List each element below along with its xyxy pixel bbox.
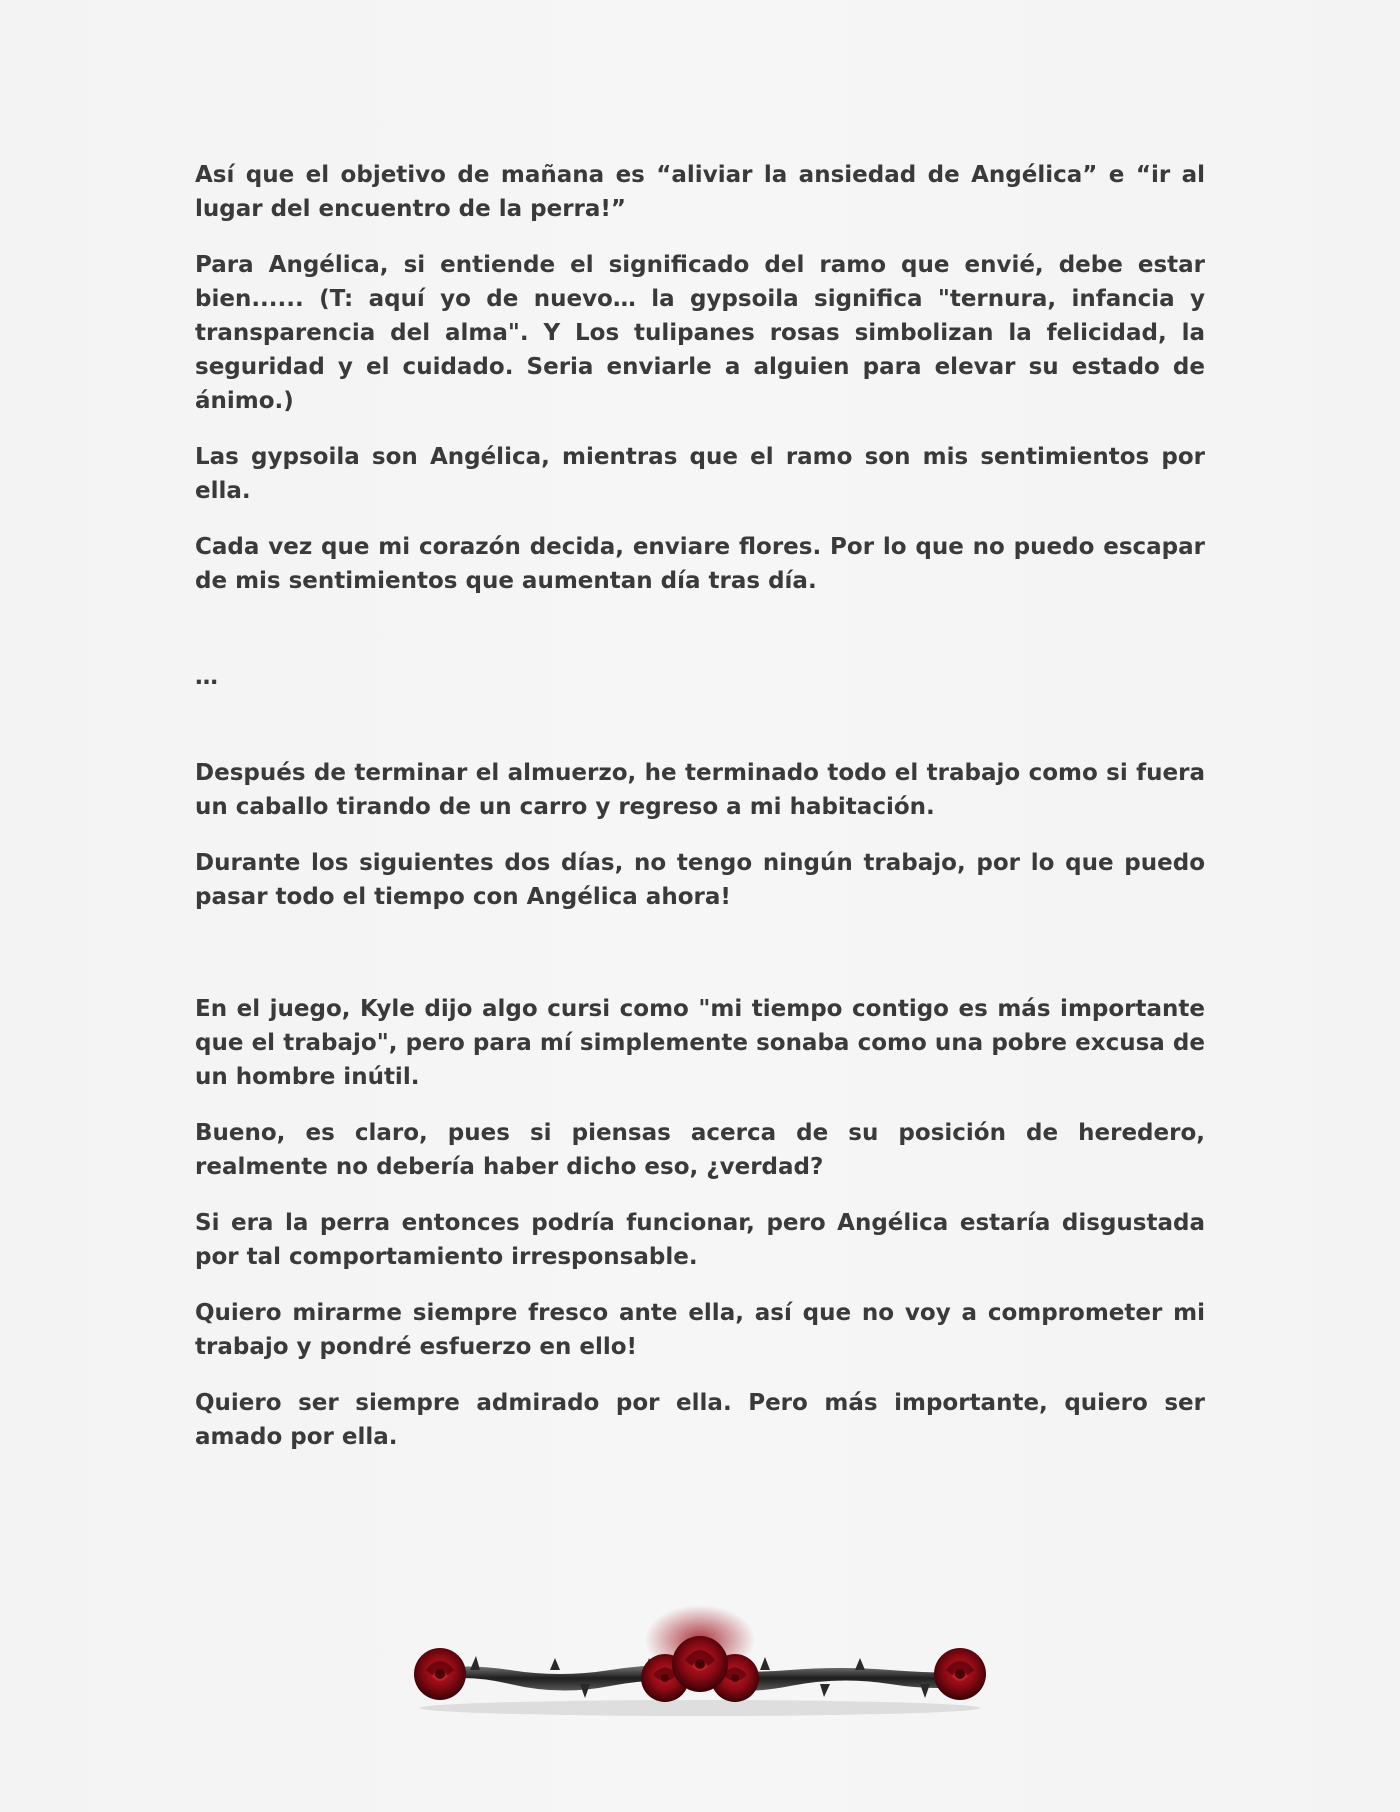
document-body (195, 158, 1205, 1476)
paragraph-1: Así que el objetivo de mañana es “aliviar la ansiedad de Angélica” e “ir al lugar del encuentro de la perra!” (195, 162, 1205, 222)
spacer (195, 716, 1205, 756)
spacer (195, 936, 1205, 992)
paragraph-3: Las gypsoila son Angélica, mientras que el ramo son mis sentimientos por ella. (195, 444, 1205, 504)
paragraph-9: Si era la perra entonces podría funcionar, pero Angélica estaría disgustada por tal comportamiento irresponsable. (195, 1210, 1205, 1270)
scene-break-ellipsis: … (195, 664, 218, 690)
paragraph-5: Después de terminar el almuerzo, he terminado todo el trabajo como si fuera un caballo tirando de un carro y regreso a mi habitación. (195, 760, 1205, 820)
paragraph-8: Bueno, es claro, pues si piensas acerca de su posición de heredero, realmente no debería haber dicho eso, ¿verdad? (195, 1120, 1205, 1180)
paragraph-6: Durante los siguientes dos días, no tengo ningún trabajo, por lo que puedo pasar todo el tiempo con Angélica ahora! (195, 850, 1205, 910)
paragraph-7: En el juego, Kyle dijo algo cursi como "mi tiempo contigo es más importante que el trabajo", pero para mí simplemente sonaba como una pobre excusa de un hombre inútil. (195, 996, 1205, 1090)
paragraph-10: Quiero mirarme siempre fresco ante ella, así que no voy a comprometer mi trabajo y pondré esfuerzo en ello! (195, 1300, 1205, 1360)
spacer (195, 620, 1205, 660)
paragraph-4: Cada vez que mi corazón decida, enviare flores. Por lo que no puedo escapar de mis sentimientos que aumentan día tras día. (195, 534, 1205, 594)
paragraph-2: Para Angélica, si entiende el significado del ramo que envié, debe estar bien...... (T: aquí yo de nuevo… la gypsoila significa "ternura, infancia y transparencia del alma". Y Los tulipanes rosas simbolizan la felicidad, la seguridad y el cuidado. Seria enviarle a alguien para elevar su estado de ánimo.) (195, 252, 1205, 414)
paragraph-11: Quiero ser siempre admirado por ella. Pero más importante, quiero ser amado por ella. (195, 1390, 1205, 1450)
rose-vine-divider-icon (400, 1600, 1000, 1730)
